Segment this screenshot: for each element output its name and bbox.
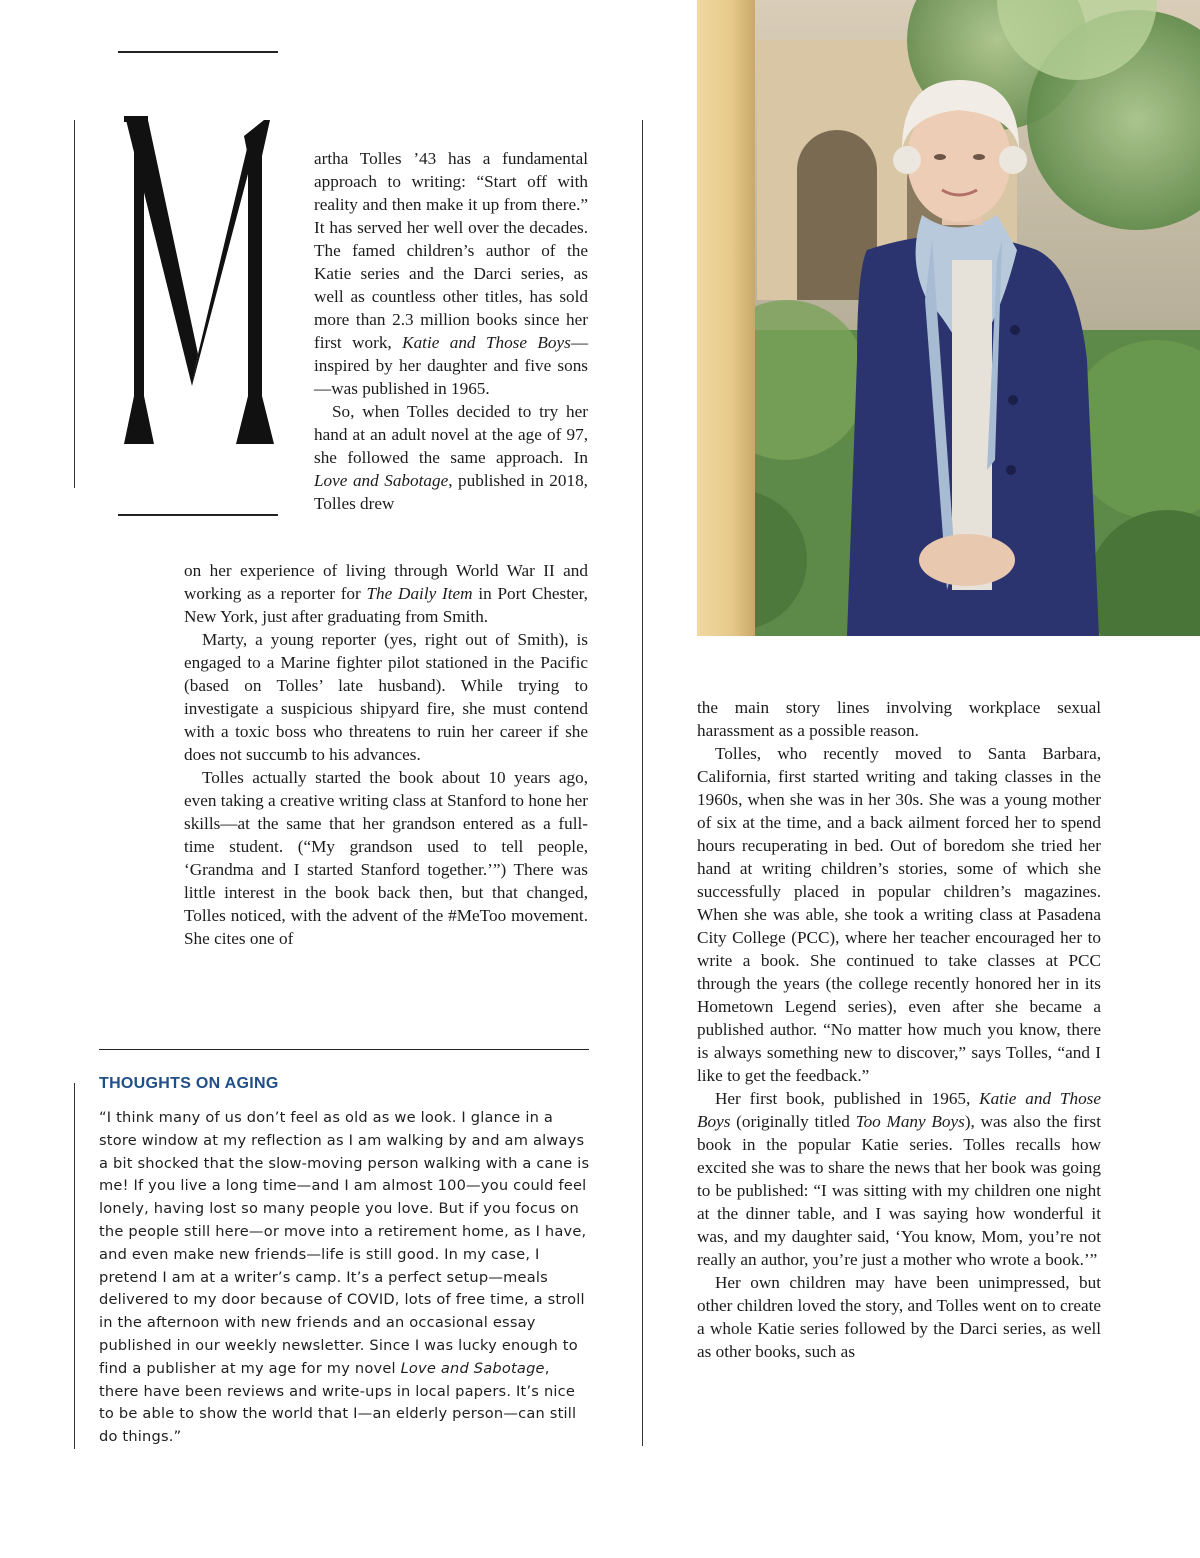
sidebar-top-rule xyxy=(99,1049,589,1050)
left-body-column xyxy=(184,559,588,950)
right-body-column xyxy=(697,696,1101,1363)
paragraph-6: Her first book, published in 1965, Katie and Those Boys (originally titled Too Many Boys), was also the first book in the popular Katie series. Tolles recalls how excited she was to share the news that her book was going to be published: “I was sitting with my children one night at the dinner table, and I was saying how wonderful it was, and my daughter said, ‘You know, Mom, you’re not really an author, you’re just a mother who wrote a book.’” xyxy=(697,1089,1101,1269)
dropcap-bottom-rule xyxy=(118,514,278,516)
book-title-love-and-sabotage: Love and Sabotage xyxy=(314,471,449,490)
left-vertical-rule-top xyxy=(74,120,75,488)
sidebar-title: THOUGHTS ON AGING xyxy=(99,1075,279,1092)
sidebar-quote: “I think many of us don’t feel as old as we look. I glance in a store window at my reflection as I am walking by and am always a bit shocked that the slow-moving person walking with a cane is me! If you live a long time—and I am almost 100—you could feel lonely, having lost so many people you love. But if you focus on the people still here—or move into a retirement home, as I have, and even make new friends—life is still good. In my case, I pretend I am at a writer’s camp. It’s a perfect setup—meals delivered to my door because of COVID, lots of free time, a stroll in the afternoon with new friends and an occasional essay published in our weekly newsletter. Since I was lucky enough to find a publisher at my age for my novel Love and Sabotage, there have been reviews and write-ups in local papers. It’s nice to be able to show the world that I—an elderly person—can still do things.” xyxy=(99,1109,590,1446)
book-title-katie: Katie and Those Boys xyxy=(402,333,571,352)
author-photo xyxy=(697,0,1200,636)
newspaper-title: The Daily Item xyxy=(366,584,473,603)
intro-paragraph-2: So, when Tolles decided to try her hand at an adult novel at the age of 97, she followed the same approach. In Love and Sabotage, published in 2018, Tolles drew xyxy=(314,402,588,513)
drop-cap-m-glyph xyxy=(118,96,278,466)
paragraph-4: Tolles actually started the book about 10 years ago, even taking a creative writing class at Stanford to hone her skills—at the same that her grandson entered as a full-time student. (“My grandson used to tell people, ‘Grandma and I started Stanford together.’”) There was little interest in the book back then, but that changed, Tolles noticed, with the advent of the #MeToo movement. She cites one of xyxy=(184,768,588,948)
top-rule xyxy=(118,51,278,53)
book-title-katie-2: Katie and Those Boys xyxy=(697,1089,1101,1131)
sidebar-book-title: Love and Sabotage xyxy=(400,1359,545,1377)
intro-column xyxy=(314,147,588,515)
paragraph-7: Her own children may have been unimpressed, but other children loved the story, and Tolles went on to create a whole Katie series followed by the Darci series, as well as other books, such as xyxy=(697,1273,1101,1361)
author-portrait-illustration xyxy=(697,0,1200,636)
paragraph-5: Tolles, who recently moved to Santa Barbara, California, first started writing and taking classes in the 1960s, when she was in her 30s. She was a young mother of six at the time, and a back ailment forced her to spend hours recuperating in bed. Out of boredom she tried her hand at writing children’s stories, some of which she successfully placed in popular children’s magazines. When she was able, she took a writing class at Pasadena City College (PCC), where her teacher encouraged her to write a book. She continued to take classes at PCC through the years (the college recently honored her in its Hometown Legend series), even after she became a published author. “No matter how much you know, there is always something new to discover,” says Tolles, “and I like to get the feedback.” xyxy=(697,744,1101,1085)
paragraph-3: Marty, a young reporter (yes, right out of Smith), is engaged to a Marine fighter pilot stationed in the Pacific (based on Tolles’ late husband). While trying to investigate a suspicious shipyard fire, she must contend with a toxic boss who threatens to ruin her career if she does not succumb to his advances. xyxy=(184,630,588,764)
center-vertical-rule xyxy=(642,120,643,1446)
intro-paragraph-1: artha Tolles ’43 has a fundamental approach to writing: “Start off with reality and then make it up from there.” It has served her well over the decades. The famed children’s author of the Katie series and the Darci series, as well as countless other titles, has sold more than 2.3 million books since her first work, Katie and Those Boys—inspired by her daughter and five sons—was published in 1965. xyxy=(314,149,588,398)
book-title-too-many-boys: Too Many Boys xyxy=(855,1112,965,1131)
paragraph-4-continued: the main story lines involving workplace sexual harassment as a possible reason. xyxy=(697,698,1101,740)
drop-cap xyxy=(118,96,278,466)
paragraph-2-continued: on her experience of living through World War II and working as a reporter for The Daily Item in Port Chester, New York, just after graduating from Smith. xyxy=(184,561,588,626)
left-vertical-rule-bottom xyxy=(74,1083,75,1449)
